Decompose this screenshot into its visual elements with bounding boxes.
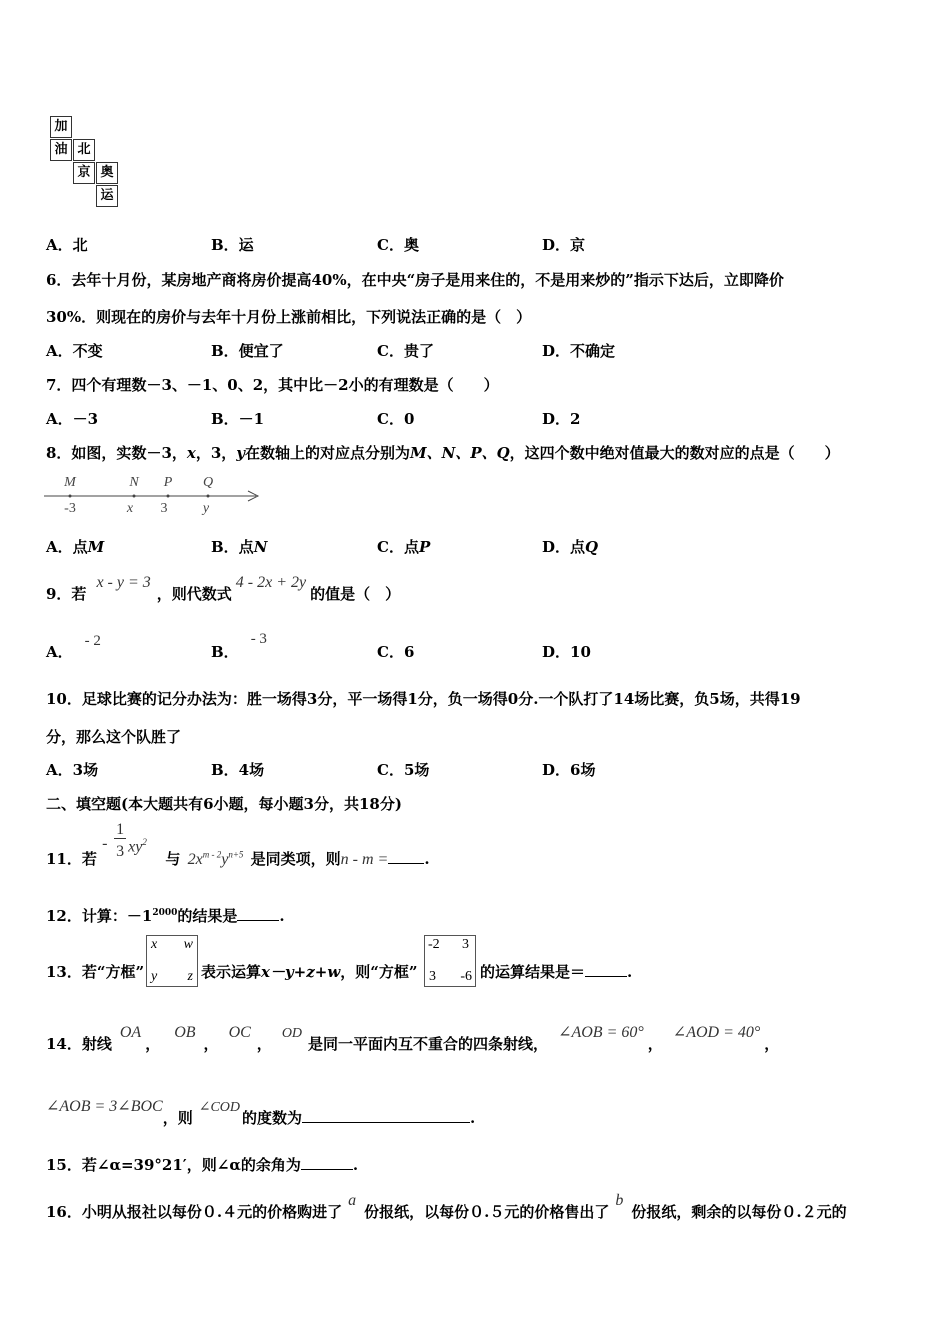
q6-line2: 30%．则现在的房价与去年十月份上涨前相比，下列说法正确的是（ ） (46, 308, 532, 326)
q15-text: 15．若∠α=39°21′，则∠α的余角为 . (46, 1156, 359, 1174)
q8-option-c[interactable]: C．点P (377, 538, 431, 556)
q13-middle: 表示运算x－y+z+w，则“方框” (201, 963, 418, 981)
point-p (167, 495, 170, 498)
section-heading: 二、填空题(本大题共有6小题，每小题3分，共18分) (46, 795, 402, 813)
q13-prefix: 13．若“方框” (46, 963, 145, 981)
q8-text: 8．如图，实数－3，x，3，y在数轴上的对应点分别为M、N、P、Q，这四个数中绝对值最大的数对应的点是（ ） (46, 444, 840, 462)
q6-line1: 6．去年十月份，某房地产商将房价提高40%，在中央“房子是用来住的，不是用来炒的”指示下达后，立即降价 (46, 271, 784, 289)
cube-face: 加 (50, 116, 72, 138)
q7-option-a[interactable]: A．－3 (46, 410, 99, 428)
q6-option-a[interactable]: A．不变 (46, 342, 103, 360)
q7-option-d[interactable]: D．2 (542, 410, 581, 428)
cube-face: 京 (73, 162, 95, 184)
q16-text: 16．小明从报社以每份０.４元的价格购进了a份报纸，以每份０.５元的价格售出了b份报纸，剩余的以每份０.２元的 (46, 1192, 847, 1221)
cube-face: 奥 (96, 162, 118, 184)
point-q (207, 495, 210, 498)
q5-option-a[interactable]: A．北 (46, 236, 88, 254)
q13-suffix: 的运算结果是＝ . (480, 963, 633, 981)
q9-option-b[interactable]: B．- 3 (211, 631, 267, 661)
q6-option-d[interactable]: D．不确定 (542, 342, 616, 360)
box-operator-question: -2 3 3 -6 (424, 935, 476, 987)
point-label-n: N (129, 475, 139, 490)
q11-text: 11．若 - 1 3 $xy^2$ 与 $2x^{m - 2}y^{n+5}$ 是同类项，则n - m = . (46, 821, 430, 868)
q5-option-d[interactable]: D．京 (542, 236, 586, 254)
point-value-q: y (202, 501, 210, 516)
q5-option-b[interactable]: B．运 (211, 236, 254, 254)
point-label-m: M (64, 475, 76, 490)
q9-option-c[interactable]: C．6 (377, 643, 415, 661)
q5-option-c[interactable]: C．奥 (377, 236, 419, 254)
q9-option-d[interactable]: D．10 (542, 643, 591, 661)
q9-option-a[interactable]: A．- 2 (46, 633, 101, 661)
q7-option-b[interactable]: B．－1 (211, 410, 265, 428)
point-value-p: 3 (160, 501, 168, 516)
q12-text: 12．计算：$-1^{2000}$的结果是 . (46, 907, 285, 925)
cube-face: 运 (96, 185, 118, 207)
q9-condition: x - y = 3 (96, 574, 151, 591)
q8-option-d[interactable]: D．点Q (542, 538, 599, 556)
point-value-n: x (126, 501, 134, 516)
cube-face: 北 (73, 139, 95, 161)
q10-option-d[interactable]: D．6场 (542, 761, 596, 779)
q6-option-c[interactable]: C．贵了 (377, 342, 434, 360)
point-label-p: P (163, 475, 173, 490)
q10-option-a[interactable]: A．3场 (46, 761, 99, 779)
q8-option-a[interactable]: A．点M (46, 538, 105, 556)
q14-line1: 14．射线OA，OB，OC，OD是同一平面内互不重合的四条射线，∠AOB = 60°，∠AOD = 40°， (46, 1024, 780, 1053)
q9-expression: 4 - 2x + 2y (235, 574, 307, 591)
q11-term1: - 1 3 $xy^2$ (102, 821, 147, 860)
q8-option-b[interactable]: B．点N (211, 538, 268, 556)
q10-option-b[interactable]: B．4场 (211, 761, 265, 779)
box-operator-example: x w y z (146, 935, 198, 987)
point-label-q: Q (202, 475, 214, 490)
q7-text: 7．四个有理数－3、－1、0、2，其中比－2小的有理数是（ ） (46, 376, 499, 394)
q9-text: 9．若x - y = 3，则代数式4 - 2x + 2y的值是（ ） (46, 574, 401, 603)
cube-face: 油 (50, 139, 72, 161)
q10-line1: 10．足球比赛的记分办法为：胜一场得3分，平一场得1分，负一场得0分.一个队打了14场比赛，负5场，共得19 (46, 690, 801, 708)
point-m (69, 495, 72, 498)
q10-line2: 分，那么这个队胜了 (46, 728, 182, 746)
q10-option-c[interactable]: C．5场 (377, 761, 430, 779)
q11-term2: $2x^{m - 2}y^{n+5}$ (187, 849, 244, 868)
point-value-m: -3 (64, 501, 76, 516)
number-line (40, 470, 270, 520)
q14-line2: ∠AOB = 3∠BOC，则∠COD的度数为 . (46, 1098, 476, 1127)
point-n (133, 495, 136, 498)
q7-option-c[interactable]: C．0 (377, 410, 415, 428)
q6-option-b[interactable]: B．便宜了 (211, 342, 284, 360)
